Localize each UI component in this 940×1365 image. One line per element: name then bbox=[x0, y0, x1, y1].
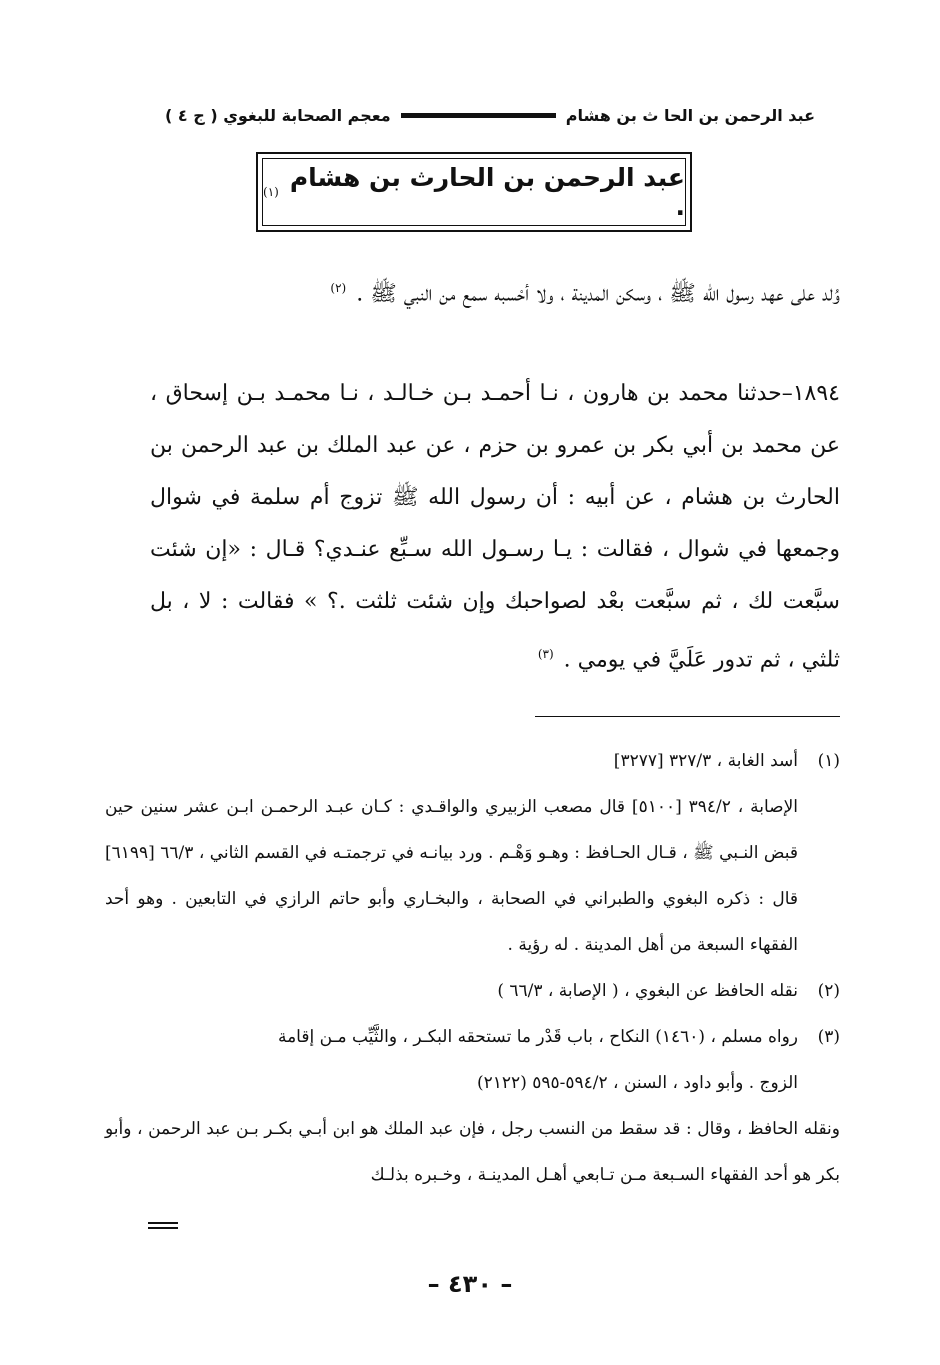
footnote-1-number: (١) bbox=[817, 751, 840, 771]
footnote-3 bbox=[105, 1014, 840, 1060]
entry-title-inner-frame bbox=[262, 158, 686, 226]
continuation-mark bbox=[148, 1222, 178, 1229]
running-header bbox=[165, 98, 815, 132]
hadith-footnote-ref: (٣) bbox=[537, 647, 554, 661]
footnotes bbox=[105, 738, 840, 1198]
biography-text: وُلد على عهد رسول الله ﷺ ، وسكن المدينة ، ولا أحْسبه سمع من النبي ﷺ . bbox=[356, 281, 840, 307]
section-title: عبد الرحمن بن الحا ث بن هشام bbox=[565, 105, 815, 125]
footnote-2 bbox=[105, 968, 840, 1014]
biography-footnote-ref: (٢) bbox=[330, 281, 347, 295]
entry-title: عبد الرحمن بن الحارث بن هشام . bbox=[289, 163, 685, 221]
footnote-3-line-1: رواه مسلم ، (١٤٦٠) النكاح ، باب قَدْر ما تستحقه البكـر ، والثَّيِّب مـن إقامة bbox=[277, 1027, 798, 1047]
footnote-1-line: أسد الغابة ، ٣٢٧/٣ [٣٢٧٧] bbox=[613, 751, 798, 771]
page-number: – ٤٣٠ – bbox=[427, 1270, 513, 1298]
hadith-text: ١٨٩٤–حدثنا محمد بن هارون ، نـا أحمـد بـن خـالـد ، نـا محمـد بـن إسحاق ، عن محمد بن أبي بكر بن عمرو بن حزم ، عن عبد الملك بن عبد الرحمن بن الحارث بن هشام ، عن أبيه : أن رسول الله ﷺ تزوج أم سلمة في شوال وجمعها في شوال ، فقالت : يـا رسـول الله سـبِّع عنـدي؟ قـال : «إن شئت سبَّعت لك ، ثم سبَّعت بعْد لصواحبك وإن شئت ثلثت .؟ » فقالت : لا ، بل ثلثي ، ثم تدور عَلَيَّ في يومي . bbox=[150, 381, 840, 673]
footnote-separator bbox=[535, 716, 840, 717]
entry-title-footnote-ref: (١) bbox=[263, 185, 279, 199]
footnote-3-line-2: الزوج . وأبو داود ، السنن ، ٥٩٤/٢-٥٩٥ (٢١٢٢) bbox=[477, 1073, 798, 1093]
biography-paragraph bbox=[150, 262, 840, 320]
header-rule bbox=[401, 113, 556, 118]
footnote-2-number: (٢) bbox=[817, 981, 840, 1001]
footnote-1 bbox=[105, 738, 840, 784]
footnote-3-continuation: ونقله الحافظ ، وقال : قد سقط من النسب رجل ، فإن عبد الملك هو ابن أبـي بكـر بـن عبد الرحمن ، وأبو بكر هو أحد الفقهاء السـبعة مـن تـابعي أهـل المدينـة ، وخـبره بذلـك bbox=[105, 1119, 840, 1185]
footnote-1-continuation: الإصابة ، ٣٩٤/٢ [٥١٠٠] قال مصعب الزبيري والواقـدي : كـان عبـد الرحمـن ابـن عشر سنين حين قبض النـبي ﷺ ، قـال الحـافظ : وهـو وَهْـم . ورد بيانـه في ترجمتـه في القسم الثاني ، ٦٦/٣ [٦١٩٩] قال : ذكره البغوي والطبراني في الصحابة ، والبخـاري وأبو حاتم الرازي في التابعين . وهو أحد الفقهاء السبعة من أهل المدينة . له رؤية . bbox=[105, 797, 798, 955]
footnote-3-number: (٣) bbox=[817, 1027, 840, 1047]
footnote-2-text: نقله الحافظ عن البغوي ، ( الإصابة ، ٦٦/٣ ) bbox=[497, 981, 798, 1001]
book-title: معجم الصحابة للبغوي ( ج ٤ ) bbox=[165, 105, 391, 125]
entry-title-box bbox=[256, 152, 692, 232]
hadith-paragraph bbox=[150, 368, 840, 686]
